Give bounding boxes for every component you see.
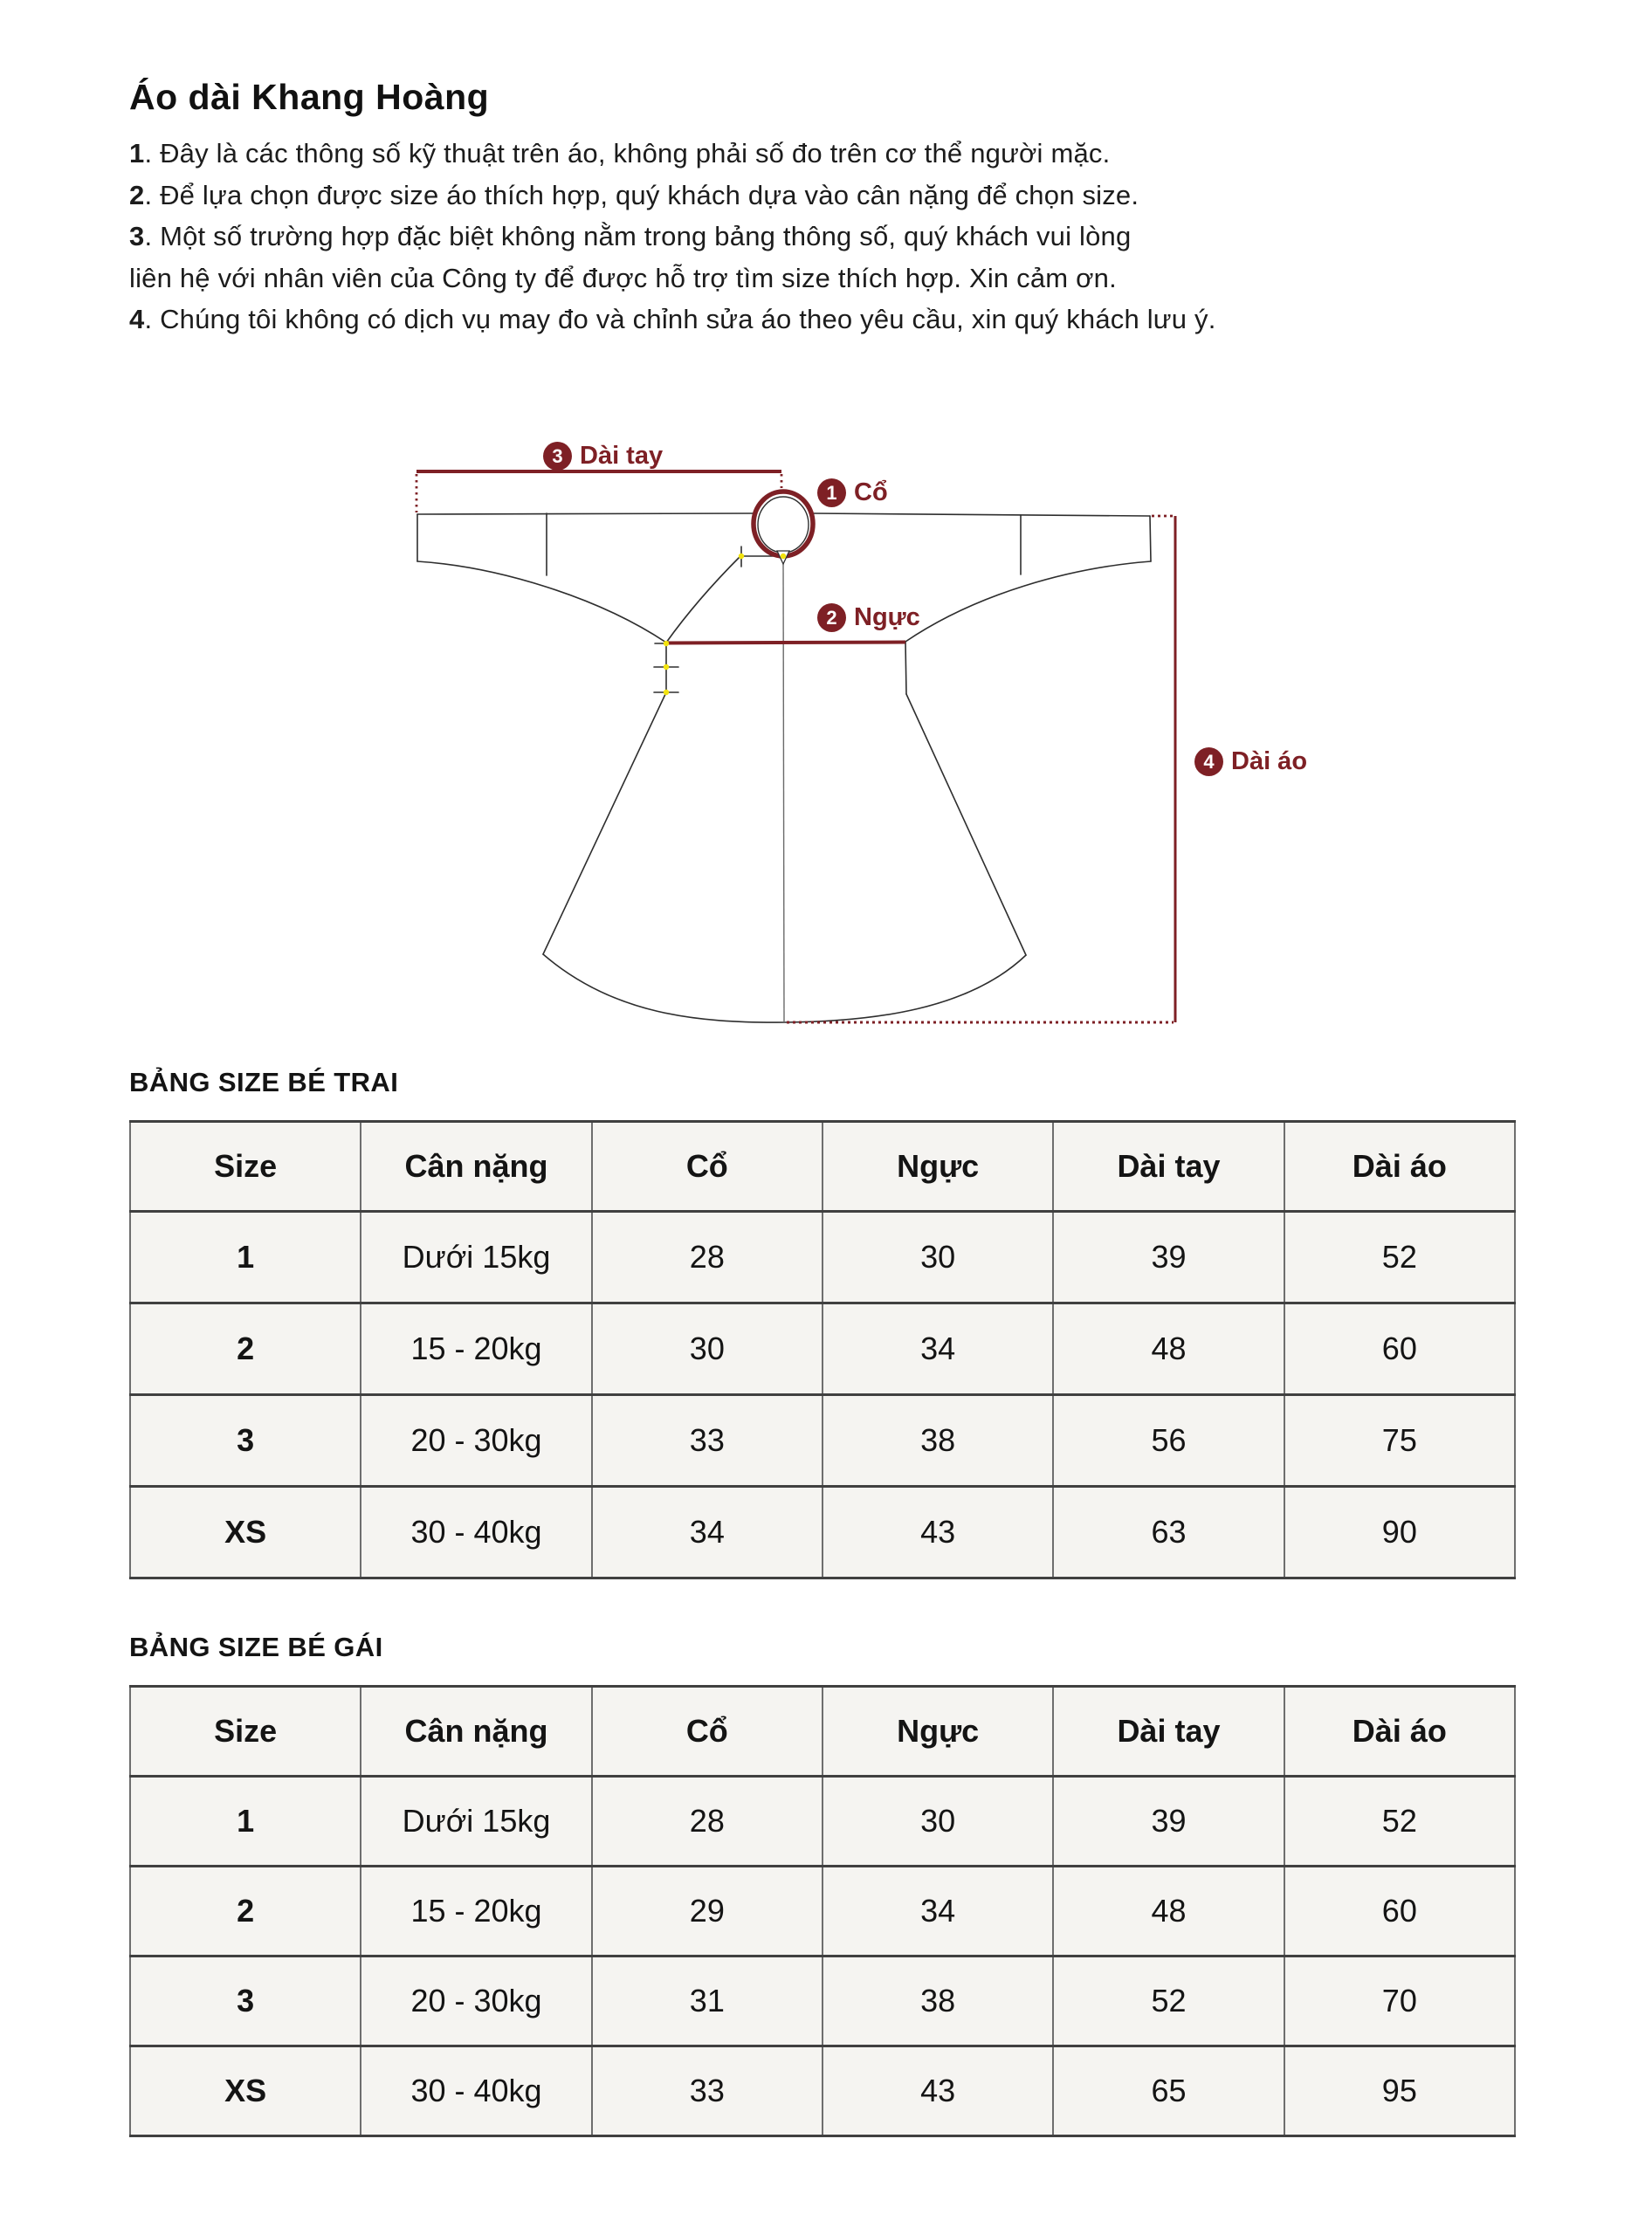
weight-cell: Dưới 15kg: [361, 1212, 591, 1303]
chest-cell: 43: [823, 1487, 1053, 1578]
badge-1-icon: 1: [817, 478, 846, 507]
boys-size-table: [129, 1120, 1516, 1579]
diagram-label-text: Dài áo: [1231, 747, 1308, 775]
shoulder-line-right: [813, 513, 1150, 516]
girls-size-table: [129, 1685, 1516, 2137]
size-cell: 2: [130, 1303, 361, 1395]
note-text: . Một số trường hợp đặc biệt không nằm trong bảng thông số, quý khách vui lòng: [144, 221, 1132, 251]
diagram-label-nguc: [817, 603, 920, 632]
header-cell-chest: Ngực: [823, 1122, 1053, 1212]
chest-cell: 43: [823, 2046, 1053, 2136]
shoulder-line-left: [417, 513, 754, 514]
button-dots: [664, 554, 786, 695]
diagram-label-text: Dài tay: [580, 442, 664, 470]
note-text: liên hệ với nhân viên của Công ty để được hỗ trợ tìm size thích hợp. Xin cảm ơn.: [129, 262, 1117, 293]
length-cell: 52: [1284, 1212, 1515, 1303]
diagram-label-dai-tay: [543, 442, 663, 471]
flap-curve: [666, 556, 740, 643]
boys-table-title: BẢNG SIZE BÉ TRAI: [129, 1067, 399, 1097]
note-text: . Chúng tôi không có dịch vụ may đo và chỉnh sửa áo theo yêu cầu, xin quý khách lưu ý.: [144, 304, 1216, 334]
header-cell-neck: Cổ: [592, 1122, 823, 1212]
left-body-side: [543, 692, 666, 954]
sleeve-cell: 39: [1053, 1212, 1284, 1303]
note-number: 4: [129, 304, 145, 334]
girls-table-title: BẢNG SIZE BÉ GÁI: [129, 1632, 383, 1662]
header-cell-size: Size: [130, 1122, 361, 1212]
left-sleeve-underside: [417, 561, 666, 643]
note-text: . Để lựa chọn được size áo thích hợp, quý khách dựa vào cân nặng để chọn size.: [144, 179, 1139, 210]
sleeve-cell: 56: [1053, 1395, 1284, 1487]
sleeve-cell: 39: [1053, 1777, 1284, 1867]
table-row: [130, 1395, 1515, 1487]
header-cell-weight: Cân nặng: [361, 1687, 591, 1777]
chest-cell: 30: [823, 1777, 1053, 1867]
neck-cell: 33: [592, 2046, 823, 2136]
weight-cell: 15 - 20kg: [361, 1303, 591, 1395]
note-text: . Đây là các thông số kỹ thuật trên áo, không phải số đo trên cơ thể người mặc.: [144, 138, 1111, 168]
collar: [754, 492, 813, 564]
chest-cell: 38: [823, 1395, 1053, 1487]
weight-cell: 20 - 30kg: [361, 1395, 591, 1487]
badge-2-icon: 2: [817, 603, 846, 632]
neck-cell: 33: [592, 1395, 823, 1487]
neck-cell: 29: [592, 1867, 823, 1956]
header-cell-weight: Cân nặng: [361, 1122, 591, 1212]
weight-cell: 30 - 40kg: [361, 2046, 591, 2136]
neck-cell: 31: [592, 1956, 823, 2046]
header-cell-length: Dài áo: [1284, 1122, 1515, 1212]
sleeve-cell: 65: [1053, 2046, 1284, 2136]
header-cell-length: Dài áo: [1284, 1687, 1515, 1777]
weight-cell: Dưới 15kg: [361, 1777, 591, 1867]
header-cell-chest: Ngực: [823, 1687, 1053, 1777]
table-row: [130, 1867, 1515, 1956]
diagram-label-co: [817, 478, 888, 507]
weight-cell: 30 - 40kg: [361, 1487, 591, 1578]
header-cell-neck: Cổ: [592, 1687, 823, 1777]
length-cell: 95: [1284, 2046, 1515, 2136]
notes-block: [129, 133, 1491, 340]
length-cell: 60: [1284, 1303, 1515, 1395]
table-row: [130, 1487, 1515, 1578]
sleeve-cell: 48: [1053, 1303, 1284, 1395]
badge-3-icon: 3: [543, 442, 572, 471]
table-row: [130, 1212, 1515, 1303]
table-row: [130, 2046, 1515, 2136]
page-title: Áo dài Khang Hoàng: [129, 77, 490, 117]
right-underarm-edge: [905, 642, 906, 694]
garment-outline: [417, 513, 1151, 1022]
chest-cell: 30: [823, 1212, 1053, 1303]
sleeve-cell: 63: [1053, 1487, 1284, 1578]
weight-cell: 15 - 20kg: [361, 1867, 591, 1956]
diagram-label-text: Ngực: [854, 603, 920, 631]
header-cell-sleeve: Dài tay: [1053, 1122, 1284, 1212]
weight-cell: 20 - 30kg: [361, 1956, 591, 2046]
note-line-3-continued: [129, 258, 1491, 299]
size-cell: XS: [130, 2046, 361, 2136]
table-header-row: [130, 1687, 1515, 1777]
header-cell-sleeve: Dài tay: [1053, 1687, 1284, 1777]
size-cell: 1: [130, 1212, 361, 1303]
note-number: 2: [129, 179, 145, 210]
length-cell: 75: [1284, 1395, 1515, 1487]
right-body-side: [906, 694, 1026, 955]
size-cell: XS: [130, 1487, 361, 1578]
table-row: [130, 1303, 1515, 1395]
neck-cell: 28: [592, 1777, 823, 1867]
length-cell: 52: [1284, 1777, 1515, 1867]
right-cuff: [1150, 516, 1151, 561]
note-number: 3: [129, 221, 145, 251]
size-cell: 3: [130, 1956, 361, 2046]
neck-cell: 28: [592, 1212, 823, 1303]
center-front-line: [783, 556, 784, 1022]
size-cell: 3: [130, 1395, 361, 1487]
diagram-label-text: Cổ: [854, 478, 888, 506]
size-cell: 2: [130, 1867, 361, 1956]
chest-cell: 38: [823, 1956, 1053, 2046]
table-row: [130, 1956, 1515, 2046]
sleeve-cell: 52: [1053, 1956, 1284, 2046]
length-cell: 90: [1284, 1487, 1515, 1578]
neck-cell: 30: [592, 1303, 823, 1395]
size-cell: 1: [130, 1777, 361, 1867]
collar-inner-circle: [758, 497, 809, 553]
note-line-4: [129, 299, 1491, 340]
right-sleeve-underside: [905, 561, 1151, 642]
badge-4-icon: 4: [1194, 747, 1223, 776]
chest-cell: 34: [823, 1303, 1053, 1395]
note-line-3: [129, 216, 1491, 258]
chest-cell: 34: [823, 1867, 1053, 1956]
note-line-2: [129, 175, 1491, 217]
length-cell: 70: [1284, 1956, 1515, 2046]
note-number: 1: [129, 138, 145, 168]
sleeve-cell: 48: [1053, 1867, 1284, 1956]
table-header-row: [130, 1122, 1515, 1212]
table-row: [130, 1777, 1515, 1867]
diagram-label-dai-ao: [1194, 747, 1307, 776]
neck-cell: 34: [592, 1487, 823, 1578]
header-cell-size: Size: [130, 1687, 361, 1777]
note-line-1: [129, 133, 1491, 175]
length-cell: 60: [1284, 1867, 1515, 1956]
